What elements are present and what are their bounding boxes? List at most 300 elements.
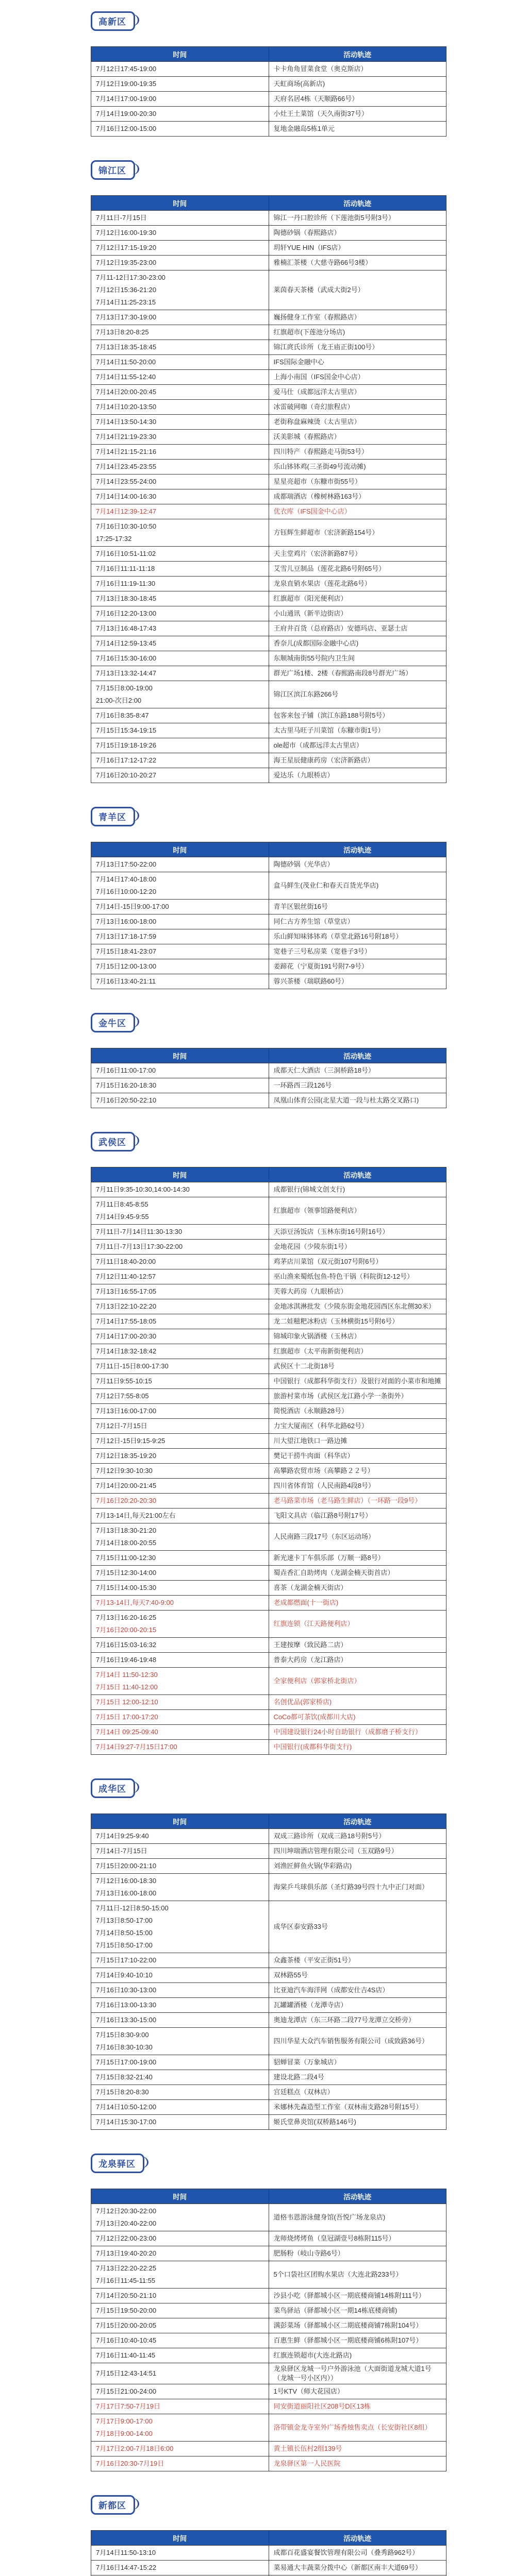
- time-cell: 7月13日18:30-21:20 7月14日18:00-20:55: [91, 1523, 269, 1551]
- time-cell: 7月14日23:45-23:55: [91, 460, 269, 474]
- table-row: [91, 1314, 446, 1329]
- place-cell: 盒马鲜生(茂业仁和春天百货光华店): [269, 872, 446, 900]
- table-row: [91, 400, 446, 415]
- time-cell: 7月12日20:30-22:00 7月13日20:40-22:00: [91, 2204, 269, 2231]
- time-cell: 7月13日22:20-22:25 7月16日11:45-11:55: [91, 2261, 269, 2289]
- table-row: [91, 445, 446, 460]
- table-row: [91, 1611, 446, 1638]
- table-row: [91, 92, 446, 107]
- section-badge: 高新区: [91, 11, 135, 31]
- place-cell: 四川特产（春熙路走马街53号）: [269, 445, 446, 460]
- table-row: [91, 1998, 446, 2013]
- place-cell: 新光速卡丁车俱乐部（万顺一路8号）: [269, 1551, 446, 1566]
- time-cell: 7月13日16:48-17:43: [91, 621, 269, 636]
- place-cell: 莱茵春天茶楼（武成大街2号）: [269, 270, 446, 310]
- place-cell: 比亚迪汽车海洋网（成都安仕吉4S店）: [269, 1983, 446, 1998]
- section-badge: 武侯区: [91, 1132, 135, 1151]
- table-row: [91, 519, 446, 547]
- time-cell: 7月13日18:35-18:45: [91, 340, 269, 355]
- table-row: [91, 1329, 446, 1344]
- place-cell: 姜蹄花（宁夏街191号附7-9号）: [269, 959, 446, 974]
- place-cell: 简悦酒店（永顺路28号）: [269, 1404, 446, 1419]
- place-cell: 同安街道丽阳社区208号D区13栋: [269, 2399, 446, 2414]
- place-cell: 优衣库（IFS国金中心店）: [269, 504, 446, 519]
- time-cell: 7月13日18:30-18:45: [91, 591, 269, 606]
- place-cell: 力宝大厦南区（科华北路62号）: [269, 1419, 446, 1434]
- table-row: [91, 1551, 446, 1566]
- table-row: [91, 1359, 446, 1374]
- table-row: [91, 959, 446, 974]
- table-row: [91, 562, 446, 577]
- time-cell: 7月15日14:00-15:30: [91, 1581, 269, 1596]
- time-cell: 7月16日11:11-11:18: [91, 562, 269, 577]
- place-cell: 中国建设银行24小时自助银行（成都磨子桥支行）: [269, 1725, 446, 1740]
- table-row: [91, 1653, 446, 1668]
- place-cell: 龙师烧烤烤鱼（皇冠湖壹号8栋附115号）: [269, 2231, 446, 2246]
- place-cell: 龙二娃糍粑冰粉店（玉林横街15号附6号）: [269, 1314, 446, 1329]
- time-cell: 7月14日21:19-23:30: [91, 430, 269, 445]
- time-cell: 7月14日17:55-18:05: [91, 1314, 269, 1329]
- place-cell: 一环路西三段126号: [269, 1078, 446, 1093]
- place-cell: 飞阳文具店（临江路8号附17号）: [269, 1509, 446, 1523]
- place-cell: 红旗连锁（江天路便利店）: [269, 1611, 446, 1638]
- time-cell: 7月17日9:00-17:00 7月18日9:00-14:00: [91, 2414, 269, 2442]
- table-row: [91, 2363, 446, 2384]
- place-cell: 老成都燃面(十一街店): [269, 1596, 446, 1611]
- section-badge: 青羊区: [91, 807, 135, 826]
- table-row: [91, 2070, 446, 2085]
- time-cell: 7月14日20:00-21:45: [91, 1479, 269, 1494]
- place-cell: 四川华星大众汽车销售服务有限公司（成致路36号）: [269, 2028, 446, 2055]
- time-cell: 7月13日17:50-22:00: [91, 857, 269, 872]
- place-column-header: 活动轨迹: [269, 2531, 446, 2546]
- table-row: [91, 1740, 446, 1755]
- table-row: [91, 1299, 446, 1314]
- table-row: [91, 355, 446, 370]
- time-cell: 7月16日13:30-15:00: [91, 2013, 269, 2028]
- time-cell: [91, 2575, 269, 2576]
- table-row: [91, 1078, 446, 1093]
- place-cell: 爱达乐（九眼桥店）: [269, 768, 446, 783]
- table-row: [91, 211, 446, 226]
- section-badge: 成华区: [91, 1778, 135, 1798]
- table-row: [91, 2289, 446, 2303]
- place-cell: 洛带镇金龙寺室外广场香烛售卖点（长安街社区8组）: [269, 2414, 446, 2442]
- time-cell: 7月13日16:00-18:00: [91, 914, 269, 929]
- time-cell: 7月14日20:50-21:10: [91, 2289, 269, 2303]
- time-cell: 7月15日17:10-22:00: [91, 1953, 269, 1968]
- table-row: [91, 2546, 446, 2561]
- table-row: [91, 1404, 446, 1419]
- table-row: [91, 1063, 446, 1078]
- time-cell: 7月14日 11:50-12:30 7月15日 11:40-12:00: [91, 1668, 269, 1695]
- place-cell: 海棠乒乓球俱乐部（圣灯路39号四十九中正门对面）: [269, 1874, 446, 1901]
- place-cell: 同仁古方养生馆（草堂店）: [269, 914, 446, 929]
- place-cell: 太古里马旺子川菜馆（东糠市街1号）: [269, 723, 446, 738]
- place-cell: 复地金融岛5栋1单元: [269, 122, 446, 137]
- place-cell: 冰雷破网咖（奇幻旅程店）: [269, 400, 446, 415]
- time-cell: 7月12日9:30-10:30: [91, 1464, 269, 1479]
- place-cell: 陶德砂锅（春熙路店）: [269, 226, 446, 241]
- time-cell: 7月14日 09:25-09:40: [91, 1725, 269, 1740]
- activity-table: [91, 1814, 446, 2130]
- place-cell: 锦江庹氏诊所（龙王庙正街100号）: [269, 340, 446, 355]
- place-cell: 乐山钵钵鸡(三圣街49号流动摊): [269, 460, 446, 474]
- time-cell: 7月13日16:00-17:00: [91, 1404, 269, 1419]
- time-cell: 7月12日22:00-23:00: [91, 2231, 269, 2246]
- time-cell: 7月15日12:30-14:00: [91, 1566, 269, 1581]
- place-cell: 红旗超市（太平南新街便利店）: [269, 1344, 446, 1359]
- time-cell: 7月14日15:30-17:00: [91, 2115, 269, 2130]
- table-row: [91, 1695, 446, 1710]
- table-row: [91, 1901, 446, 1953]
- place-cell: 瓦罐罐酒楼（龙潭寺店）: [269, 1998, 446, 2013]
- time-column-header: 时间: [91, 2531, 269, 2546]
- table-row: [91, 241, 446, 256]
- table-row: [91, 1953, 446, 1968]
- table-header-row: [91, 196, 446, 211]
- time-cell: 7月13日13:32-14:47: [91, 666, 269, 681]
- place-cell: 中国银行(成都科华街支行): [269, 1740, 446, 1755]
- table-row: [91, 900, 446, 914]
- place-cell: 龙泉驿区龙城一号户外游泳池（大面街道龙城大道1号（龙城一号小区内））: [269, 2363, 446, 2384]
- place-column-header: 活动轨迹: [269, 196, 446, 211]
- section-badge: 龙泉驿区: [91, 2154, 144, 2173]
- table-row: [91, 651, 446, 666]
- time-cell: 7月13-14日,每天7:40-9:00: [91, 1596, 269, 1611]
- time-cell: 7月15日15:34-19:15: [91, 723, 269, 738]
- place-cell: 爱马仕（成都远洋太古里店）: [269, 385, 446, 400]
- time-cell: 7月16日13:00-13:30: [91, 1998, 269, 2013]
- place-cell: 樊记干捞牛肉面（科华店）: [269, 1449, 446, 1464]
- time-cell: 7月16日13:40-21:11: [91, 974, 269, 989]
- place-cell: 老街称盘麻辣烫（太古里店）: [269, 415, 446, 430]
- time-cell: 7月17日2:00-7月18日6:00: [91, 2442, 269, 2456]
- time-cell: 7月14日17:40-18:00 7月16日10:00-12:20: [91, 872, 269, 900]
- time-cell: 7月12日19:35-23:00: [91, 256, 269, 270]
- time-cell: 7月16日20:10-20:27: [91, 768, 269, 783]
- place-cell: 双成三路诊所（双成三路18号附5号）: [269, 1829, 446, 1844]
- table-row: [91, 1494, 446, 1509]
- table-row: [91, 636, 446, 651]
- table-row: [91, 666, 446, 681]
- time-cell: 7月13日17:18-17:59: [91, 929, 269, 944]
- time-cell: 7月14日10:20-13:50: [91, 400, 269, 415]
- section-badge: 锦江区: [91, 160, 135, 180]
- time-cell: 7月14日-7月15日: [91, 1844, 269, 1859]
- time-cell: 7月16日10:30-10:50 17:25-17:32: [91, 519, 269, 547]
- place-cell: 宽巷子三号私房菜（宽巷子3号）: [269, 944, 446, 959]
- time-cell: 7月15日 12:00-12:10: [91, 1695, 269, 1710]
- table-header-row: [91, 2531, 446, 2546]
- place-cell: 姬氏堂鼻炎馆(双桥路146号): [269, 2115, 446, 2130]
- time-cell: 7月16日10:51-11:02: [91, 547, 269, 562]
- table-row: [91, 122, 446, 137]
- place-cell: 卡卡角角冒菜食堂（奥克斯店）: [269, 62, 446, 77]
- place-cell: 艾雪儿豆制品（莲花北路6号附65号）: [269, 562, 446, 577]
- place-cell: 奥迪龙潭店（东三环路二段77号龙潭立交桥旁）: [269, 2013, 446, 2028]
- activity-table: [91, 46, 446, 137]
- time-cell: 7月16日19:46-19:48: [91, 1653, 269, 1668]
- time-cell: 7月12日17:15-19:20: [91, 241, 269, 256]
- time-cell: 7月11日18:40-20:00: [91, 1255, 269, 1269]
- table-row: [91, 606, 446, 621]
- table-row: [91, 62, 446, 77]
- time-cell: 7月15日20:00-21:10: [91, 1859, 269, 1874]
- time-cell: 7月13日16:55-17:05: [91, 1284, 269, 1299]
- table-row: [91, 1725, 446, 1740]
- table-row: [91, 753, 446, 768]
- place-cell: [269, 2575, 446, 2576]
- table-row: [91, 1668, 446, 1695]
- place-column-header: 活动轨迹: [269, 1814, 446, 1829]
- table-row: [91, 2442, 446, 2456]
- time-cell: 7月16日15:03-16:32: [91, 1638, 269, 1653]
- time-cell: 7月13日16:20-16:25 7月16日20:00-20:15: [91, 1611, 269, 1638]
- place-cell: 成都天仁大酒店（三洞桥路18号）: [269, 1063, 446, 1078]
- time-cell: 7月14日9:40-10:10: [91, 1968, 269, 1983]
- table-row: [91, 270, 446, 310]
- place-cell: 玥轩YUE HIN（IFS店）: [269, 241, 446, 256]
- activity-table: [91, 1167, 446, 1755]
- place-cell: 刘渔匠鲜鱼火锅(华彩路店): [269, 1859, 446, 1874]
- table-row: [91, 1523, 446, 1551]
- section-badge: 金牛区: [91, 1013, 135, 1032]
- place-cell: 沙县小吃（驿都城小区一期底楼商铺14栋附111号）: [269, 2289, 446, 2303]
- time-cell: 7月14日19:00-20:30: [91, 107, 269, 122]
- time-cell: 7月12日7:55-8:05: [91, 1389, 269, 1404]
- table-row: [91, 738, 446, 753]
- district-section: [91, 1778, 446, 2130]
- place-cell: 沃美影城（春熙路店）: [269, 430, 446, 445]
- time-cell: 7月14日11:50-20:00: [91, 355, 269, 370]
- table-row: [91, 1449, 446, 1464]
- place-cell: 金地冰淇淋批发（少陵东街金地花园西区东北侧30米）: [269, 1299, 446, 1314]
- table-row: [91, 1874, 446, 1901]
- place-cell: 满彭菜场（驿都城小区二期底楼商铺7栋附104号）: [269, 2318, 446, 2333]
- time-cell: 7月12日18:35-19:20: [91, 1449, 269, 1464]
- table-row: [91, 1240, 446, 1255]
- table-row: [91, 385, 446, 400]
- place-cell: 喜茶（龙湖金楠天街店）: [269, 1581, 446, 1596]
- table-row: [91, 415, 446, 430]
- activity-table: [91, 842, 446, 989]
- table-row: [91, 1374, 446, 1389]
- section-badge: 新都区: [91, 2495, 135, 2515]
- time-cell: 7月16日12:00-15:00: [91, 122, 269, 137]
- time-cell: 7月15日19:18-19:26: [91, 738, 269, 753]
- time-column-header: 时间: [91, 1048, 269, 1063]
- time-cell: 7月14日13:50-14:30: [91, 415, 269, 430]
- time-cell: 7月16日11:19-11:30: [91, 577, 269, 591]
- table-row: [91, 857, 446, 872]
- place-cell: 乐山鲜知味钵钵鸡（草堂北路16号附18号）: [269, 929, 446, 944]
- time-cell: 7月14日20:00-20:45: [91, 385, 269, 400]
- place-cell: 天主堂鸡片（宏济新路87号）: [269, 547, 446, 562]
- place-cell: 天虹商场(高新店): [269, 77, 446, 92]
- place-cell: 蜀垚香汇自助烤肉（龙湖金楠天街首店）: [269, 1566, 446, 1581]
- place-cell: 菜易通大丰蔬菜分拨中心（新都区南丰大道69号）: [269, 2561, 446, 2575]
- table-row: [91, 1182, 446, 1197]
- time-cell: 7月11日-12日8:50-15:00 7月13日8:50-17:00 7月14日8:50-15:00 7月15日8:50-17:00: [91, 1901, 269, 1953]
- place-cell: 建设北路二段4号: [269, 2070, 446, 2085]
- table-row: [91, 310, 446, 325]
- activity-table: [91, 195, 446, 783]
- table-row: [91, 226, 446, 241]
- time-cell: 7月14日9:25-9:40: [91, 1829, 269, 1844]
- place-cell: 成都瑞酒店（橡树林路163号）: [269, 489, 446, 504]
- table-row: [91, 974, 446, 989]
- table-row: [91, 1968, 446, 1983]
- table-row: [91, 1710, 446, 1725]
- table-row: [91, 430, 446, 445]
- time-cell: 7月16日15:30-16:00: [91, 651, 269, 666]
- time-cell: 7月11日-7月15日: [91, 211, 269, 226]
- table-row: [91, 1829, 446, 1844]
- place-cell: 人民南路三段17号（东区运动场）: [269, 1523, 446, 1551]
- place-column-header: 活动轨迹: [269, 842, 446, 857]
- time-cell: 7月15日8:30-9:00 7月16日8:30-10:30: [91, 2028, 269, 2055]
- time-cell: 7月11日9:35-10:30,14:00-14:30: [91, 1182, 269, 1197]
- place-cell: 龙泉直销水果店（莲花北路6号）: [269, 577, 446, 591]
- time-cell: 7月15日8:32-21:40: [91, 2070, 269, 2085]
- table-row: [91, 2303, 446, 2318]
- place-cell: 上海小南国（IFS国金中心店）: [269, 370, 446, 385]
- place-cell: 香奈儿(成都国际金融中心店): [269, 636, 446, 651]
- time-cell: 7月11日-15日8:00-17:30: [91, 1359, 269, 1374]
- place-cell: 高攀路农贸市场（高攀路２２号）: [269, 1464, 446, 1479]
- time-cell: 7月15日19:50-20:00: [91, 2303, 269, 2318]
- table-row: [91, 2100, 446, 2115]
- table-row: [91, 2333, 446, 2348]
- place-cell: ole超市（成都远洋太古里店）: [269, 738, 446, 753]
- time-cell: 7月15日17:00-19:00: [91, 2055, 269, 2070]
- place-cell: 5个口袋社区团购水果店（大连北路233号）: [269, 2261, 446, 2289]
- time-cell: 7月13日19:40-20:20: [91, 2246, 269, 2261]
- activity-table: [91, 2530, 446, 2576]
- place-cell: 中国银行（成都科华街支行）及银行对面的小菜市和地摊: [269, 1374, 446, 1389]
- place-cell: 王建按摩（致民路二店）: [269, 1638, 446, 1653]
- time-cell: 7月16日10:30-13:00: [91, 1983, 269, 1998]
- time-cell: 7月12日19:00-19:35: [91, 77, 269, 92]
- table-row: [91, 2231, 446, 2246]
- time-cell: 7月12日-15日9:15-9:25: [91, 1434, 269, 1449]
- place-cell: 旅游村菜市场（武侯区龙江路小学一条街外）: [269, 1389, 446, 1404]
- time-cell: 7月16日20:50-22:10: [91, 1093, 269, 1108]
- time-cell: 7月14日17:00-20:30: [91, 1329, 269, 1344]
- table-row: [91, 929, 446, 944]
- table-row: [91, 1844, 446, 1859]
- place-cell: 四川省体育馆（人民南路4段8号）: [269, 1479, 446, 1494]
- table-row: [91, 1596, 446, 1611]
- time-cell: 7月17日7:50-7月19日: [91, 2399, 269, 2414]
- district-section: [91, 11, 446, 137]
- place-cell: CoCo都可茶饮(成都川大店): [269, 1710, 446, 1725]
- district-section: [91, 1013, 446, 1108]
- table-row: [91, 681, 446, 708]
- place-cell: 红旗超市（领事馆路便利店）: [269, 1197, 446, 1225]
- time-cell: 7月16日14:47-15:22: [91, 2561, 269, 2575]
- table-row: [91, 723, 446, 738]
- time-cell: 7月16日17:12-17:22: [91, 753, 269, 768]
- table-header-row: [91, 1048, 446, 1063]
- district-section: [91, 160, 446, 783]
- time-column-header: 时间: [91, 47, 269, 62]
- table-row: [91, 2115, 446, 2130]
- place-cell: 红旗连锁超市(大连北路店): [269, 2348, 446, 2363]
- table-row: [91, 1859, 446, 1874]
- time-cell: 7月11日9:55-10:15: [91, 1374, 269, 1389]
- time-cell: 7月15日21:00-24:00: [91, 2384, 269, 2399]
- time-cell: 7月16日20:20-20:30: [91, 1494, 269, 1509]
- table-row: [91, 1389, 446, 1404]
- time-cell: 7月16日8:35-8:47: [91, 708, 269, 723]
- table-row: [91, 547, 446, 562]
- time-cell: 7月16日11:40-11:45: [91, 2348, 269, 2363]
- time-cell: 7月14日11:55-12:40: [91, 370, 269, 385]
- table-row: [91, 2561, 446, 2575]
- table-row: [91, 944, 446, 959]
- time-cell: 7月12日17:45-19:00: [91, 62, 269, 77]
- table-row: [91, 2575, 446, 2576]
- table-row: [91, 489, 446, 504]
- place-cell: 四川坤瑞酒店管理有限公司（玉双路9号）: [269, 1844, 446, 1859]
- table-row: [91, 2085, 446, 2100]
- district-section: [91, 2154, 446, 2471]
- table-row: [91, 77, 446, 92]
- time-cell: 7月16日11:00-17:00: [91, 1063, 269, 1078]
- table-header-row: [91, 47, 446, 62]
- place-cell: 成都百花盛宴餐饮管理有限公司（叠秀路962号）: [269, 2546, 446, 2561]
- time-cell: 7月14日9:27-7月15日17:00: [91, 1740, 269, 1755]
- place-cell: IFS国际金融中心: [269, 355, 446, 370]
- time-cell: 7月13日8:20-8:25: [91, 325, 269, 340]
- table-row: [91, 708, 446, 723]
- place-cell: 天添豆汤饭店（玉林东街16号附16号）: [269, 1225, 446, 1240]
- table-row: [91, 325, 446, 340]
- place-cell: 海王星辰健康药房（宏济新路店）: [269, 753, 446, 768]
- place-cell: 天府名居4栋（天顺路66号）: [269, 92, 446, 107]
- district-section: [91, 2495, 446, 2576]
- place-cell: 米娜林先森造型工作室（双林南支路28号附15号）: [269, 2100, 446, 2115]
- place-cell: 众鑫茶楼（平安正街51号）: [269, 1953, 446, 1968]
- time-cell: 7月12日16:00-18:30 7月13日16:00-18:00: [91, 1874, 269, 1901]
- time-column-header: 时间: [91, 1814, 269, 1829]
- table-row: [91, 577, 446, 591]
- place-cell: 黄土镇长伍村2组139号: [269, 2442, 446, 2456]
- table-row: [91, 2399, 446, 2414]
- place-cell: 宫廷糕点（双林店）: [269, 2085, 446, 2100]
- time-cell: 7月13-14日,每天21:00左右: [91, 1509, 269, 1523]
- time-cell: 7月14日17:00-19:00: [91, 92, 269, 107]
- time-cell: 7月15日18:41-23:07: [91, 944, 269, 959]
- place-cell: 包客来包子铺（滨江东路188号附5号）: [269, 708, 446, 723]
- place-cell: 武侯区十二北街18号: [269, 1359, 446, 1374]
- time-cell: 7月15日12:43-14:51: [91, 2363, 269, 2384]
- place-cell: 川大望江地铁口一路边摊: [269, 1434, 446, 1449]
- district-section: [91, 1132, 446, 1755]
- time-cell: 7月13日17:30-19:00: [91, 310, 269, 325]
- table-row: [91, 1284, 446, 1299]
- place-column-header: 活动轨迹: [269, 1048, 446, 1063]
- place-cell: 蓉兴茶楼（瑞联路60号）: [269, 974, 446, 989]
- activity-table: [91, 2189, 446, 2471]
- time-cell: 7月14日-15日9:00-17:00: [91, 900, 269, 914]
- place-cell: 金地花园（少陵东街1号）: [269, 1240, 446, 1255]
- table-header-row: [91, 1814, 446, 1829]
- table-row: [91, 2246, 446, 2261]
- time-cell: 7月15日8:20-8:30: [91, 2085, 269, 2100]
